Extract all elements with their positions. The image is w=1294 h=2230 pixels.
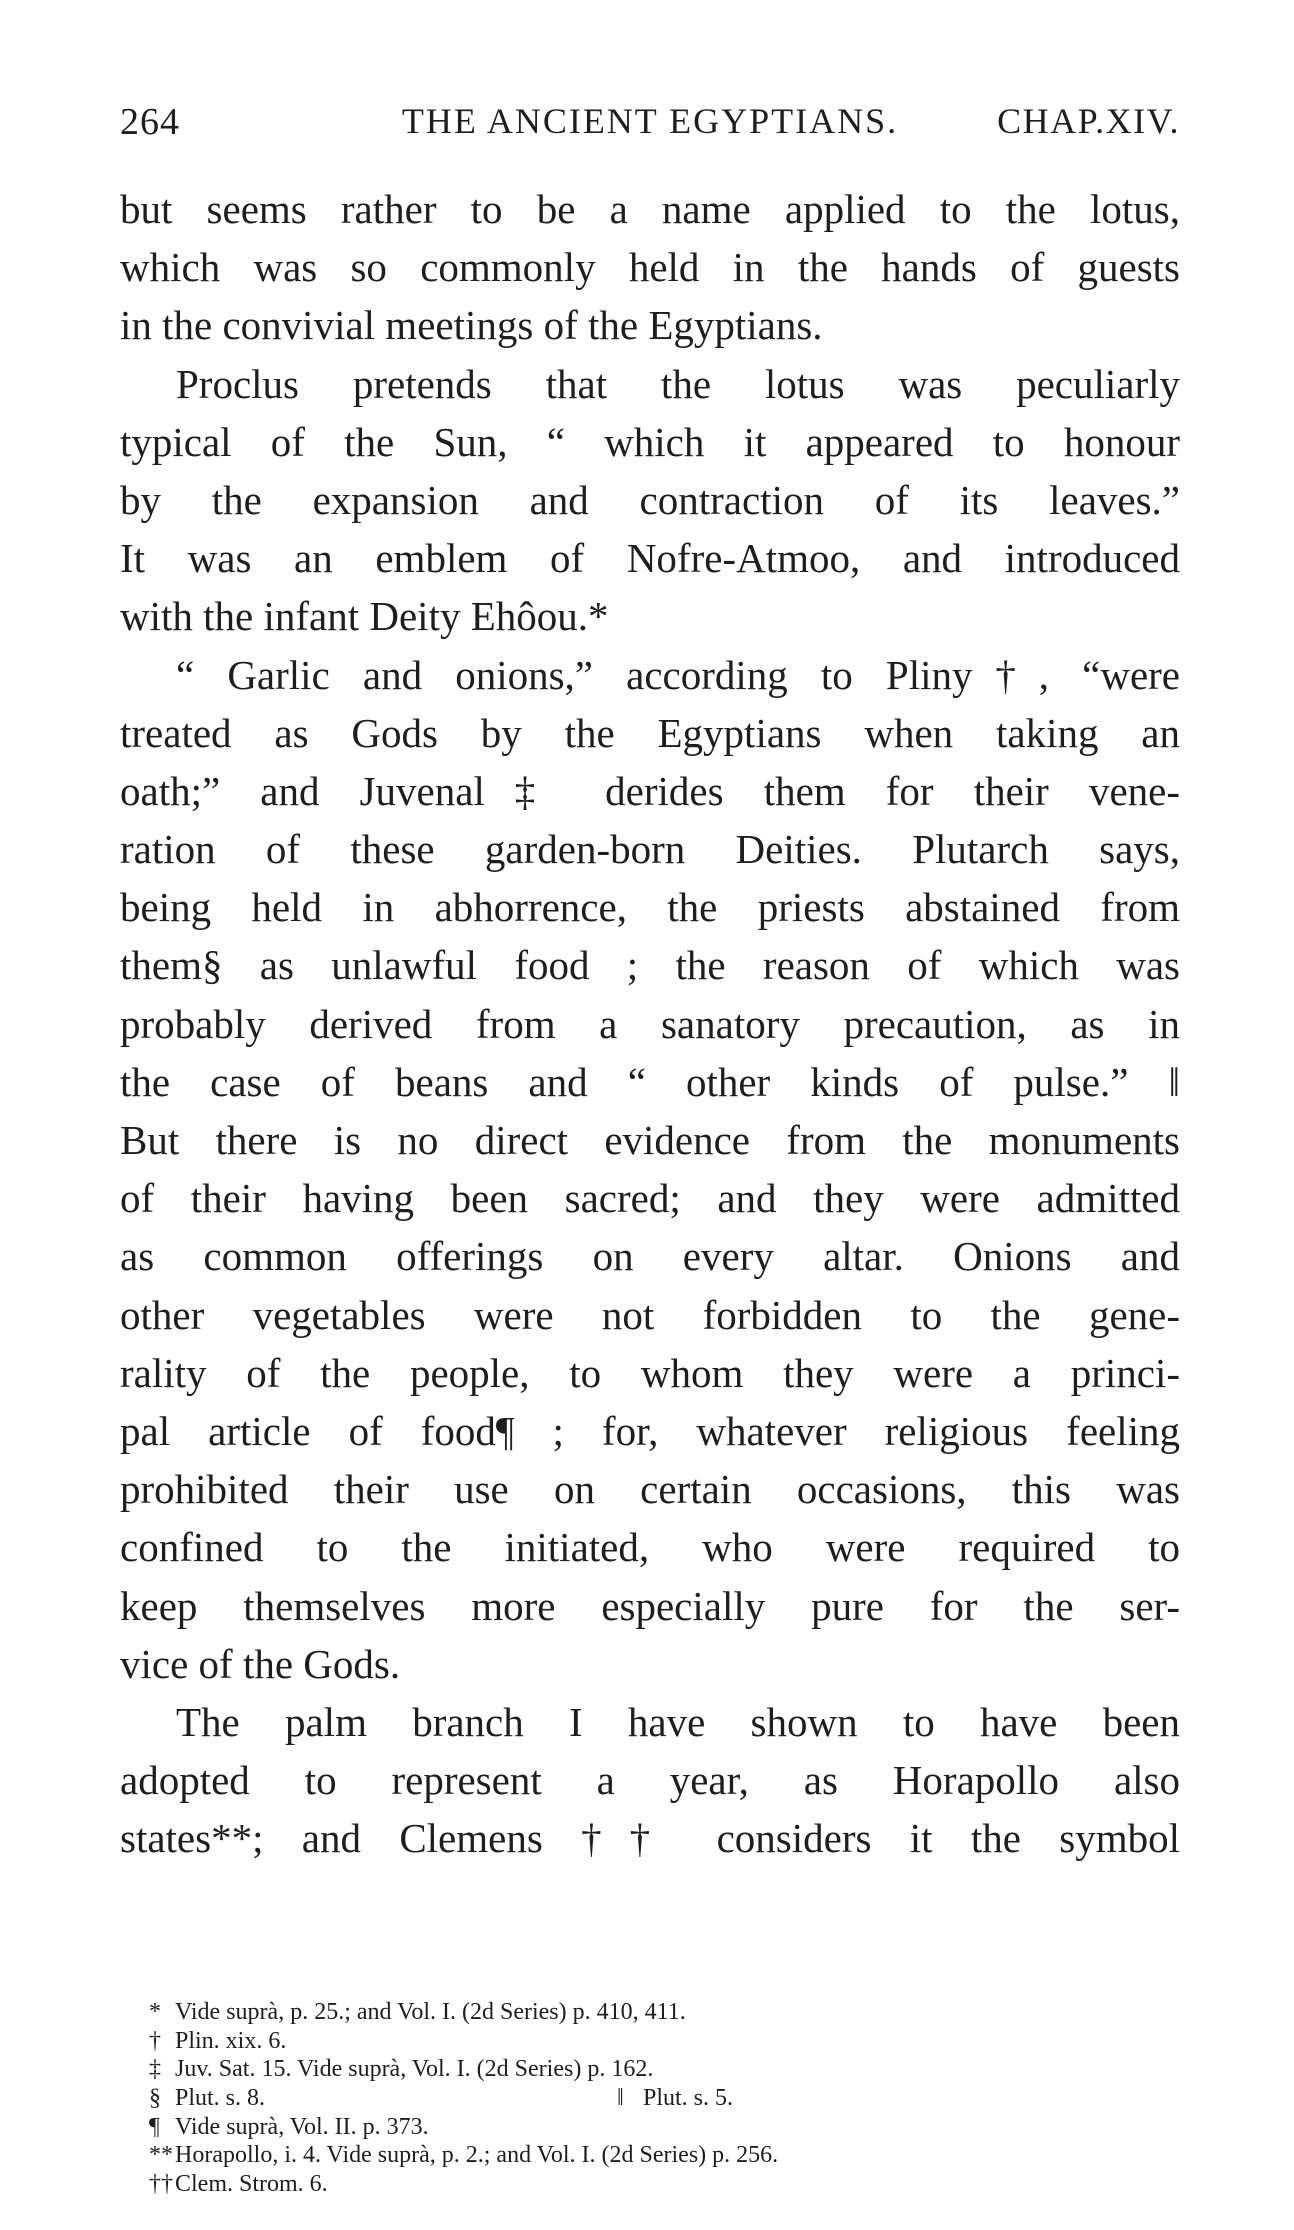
footnote-mark: * bbox=[149, 1999, 161, 2025]
footnote bbox=[149, 2113, 1079, 2142]
footnote-mark: † bbox=[149, 2027, 161, 2054]
footnote-mark: ¶ bbox=[149, 2113, 160, 2140]
footnote-text: Juv. Sat. 15. Vide suprà, Vol. I. (2d Series) p. 162. bbox=[175, 2056, 654, 2083]
text-line: other vegetables were not forbidden to the gene- bbox=[120, 1291, 1180, 1338]
text-line: as common offerings on every altar. Onions and bbox=[120, 1233, 1180, 1280]
footnote-text: Horapollo, i. 4. Vide suprà, p. 2.; and Vol. I. (2d Series) p. 256. bbox=[175, 2142, 779, 2169]
footnote-mark: ** bbox=[149, 2142, 173, 2169]
text-line: But there is no direct evidence from the monuments bbox=[120, 1117, 1180, 1163]
footnote bbox=[149, 2170, 1079, 2199]
text-line: of their having been sacred; and they were admitted bbox=[120, 1175, 1180, 1222]
text-line: confined to the initiated, who were required to bbox=[120, 1524, 1180, 1571]
text-line: prohibited their use on certain occasions, this was bbox=[120, 1466, 1180, 1513]
text-line: pal article of food¶ ; for, whatever religious feeling bbox=[120, 1407, 1180, 1454]
footnote bbox=[149, 2141, 1079, 2170]
text-line: with the infant Deity Ehôou.* bbox=[120, 593, 609, 640]
main-text bbox=[120, 180, 1180, 1867]
footnote bbox=[149, 2084, 1079, 2113]
footnote-text: Plut. s. 5. bbox=[643, 2085, 734, 2112]
text-line: oath;” and Juvenal‡ derides them for their vene- bbox=[120, 767, 1180, 814]
footnote-text: Vide suprà, p. 25.; and Vol. I. (2d Series) p. 410, 411. bbox=[175, 1999, 686, 2025]
footnotes bbox=[149, 1998, 1079, 2199]
text-line: Proclus pretends that the lotus was peculiarly bbox=[176, 360, 1180, 407]
text-line: probably derived from a sanatory precaution, as in bbox=[120, 1000, 1180, 1047]
footnote bbox=[149, 2055, 1079, 2084]
text-line: but seems rather to be a name applied to the lotus, bbox=[120, 186, 1180, 232]
text-line: “ Garlic and onions,” according to Pliny†, “were bbox=[176, 651, 1180, 698]
text-line: rality of the people, to whom they were a princi- bbox=[120, 1349, 1180, 1396]
text-line: by the expansion and contraction of its leaves.” bbox=[120, 476, 1180, 523]
running-header bbox=[120, 100, 1180, 150]
text-line: being held in abhorrence, the priests abstained from bbox=[120, 884, 1180, 931]
text-line: ration of these garden-born Deities. Plutarch says, bbox=[120, 826, 1180, 873]
text-line: The palm branch I have shown to have been bbox=[176, 1698, 1180, 1745]
footnote-mark: †† bbox=[149, 2171, 173, 2198]
running-title: THE ANCIENT EGYPTIANS. bbox=[401, 101, 899, 141]
chapter-label: CHAP.XIV. bbox=[997, 101, 1180, 141]
text-line: typical of the Sun, “ which it appeared to honour bbox=[120, 418, 1180, 465]
footnote-text: Vide suprà, Vol. II. p. 373. bbox=[175, 2113, 429, 2140]
text-line: which was so commonly held in the hands of guests bbox=[120, 244, 1180, 291]
text-line: It was an emblem of Nofre-Atmoo, and introduced bbox=[120, 535, 1180, 582]
footnote-text: Plin. xix. 6. bbox=[175, 2027, 287, 2054]
text-line: adopted to represent a year, as Horapollo also bbox=[120, 1757, 1180, 1804]
text-line: keep themselves more especially pure for the ser- bbox=[120, 1582, 1180, 1629]
footnote-mark: ‖ bbox=[617, 2085, 624, 2112]
footnote bbox=[149, 1998, 1079, 2027]
page-number: 264 bbox=[120, 101, 180, 143]
text-line: the case of beans and “ other kinds of pulse.” ‖ bbox=[120, 1058, 1180, 1105]
footnote-mark: ‡ bbox=[149, 2056, 161, 2083]
footnote-text: Clem. Strom. 6. bbox=[175, 2171, 328, 2198]
footnote-text: Plut. s. 8. bbox=[175, 2085, 266, 2112]
text-line: vice of the Gods. bbox=[120, 1640, 401, 1687]
footnote bbox=[149, 2027, 1079, 2056]
text-line: treated as Gods by the Egyptians when taking an bbox=[120, 709, 1180, 756]
footnote-mark: § bbox=[149, 2085, 161, 2112]
text-line: in the convivial meetings of the Egyptians. bbox=[120, 302, 823, 349]
text-line: states**; and Clemens †† considers it the symbol bbox=[120, 1815, 1180, 1862]
text-line: them§ as unlawful food ; the reason of which was bbox=[120, 942, 1180, 989]
